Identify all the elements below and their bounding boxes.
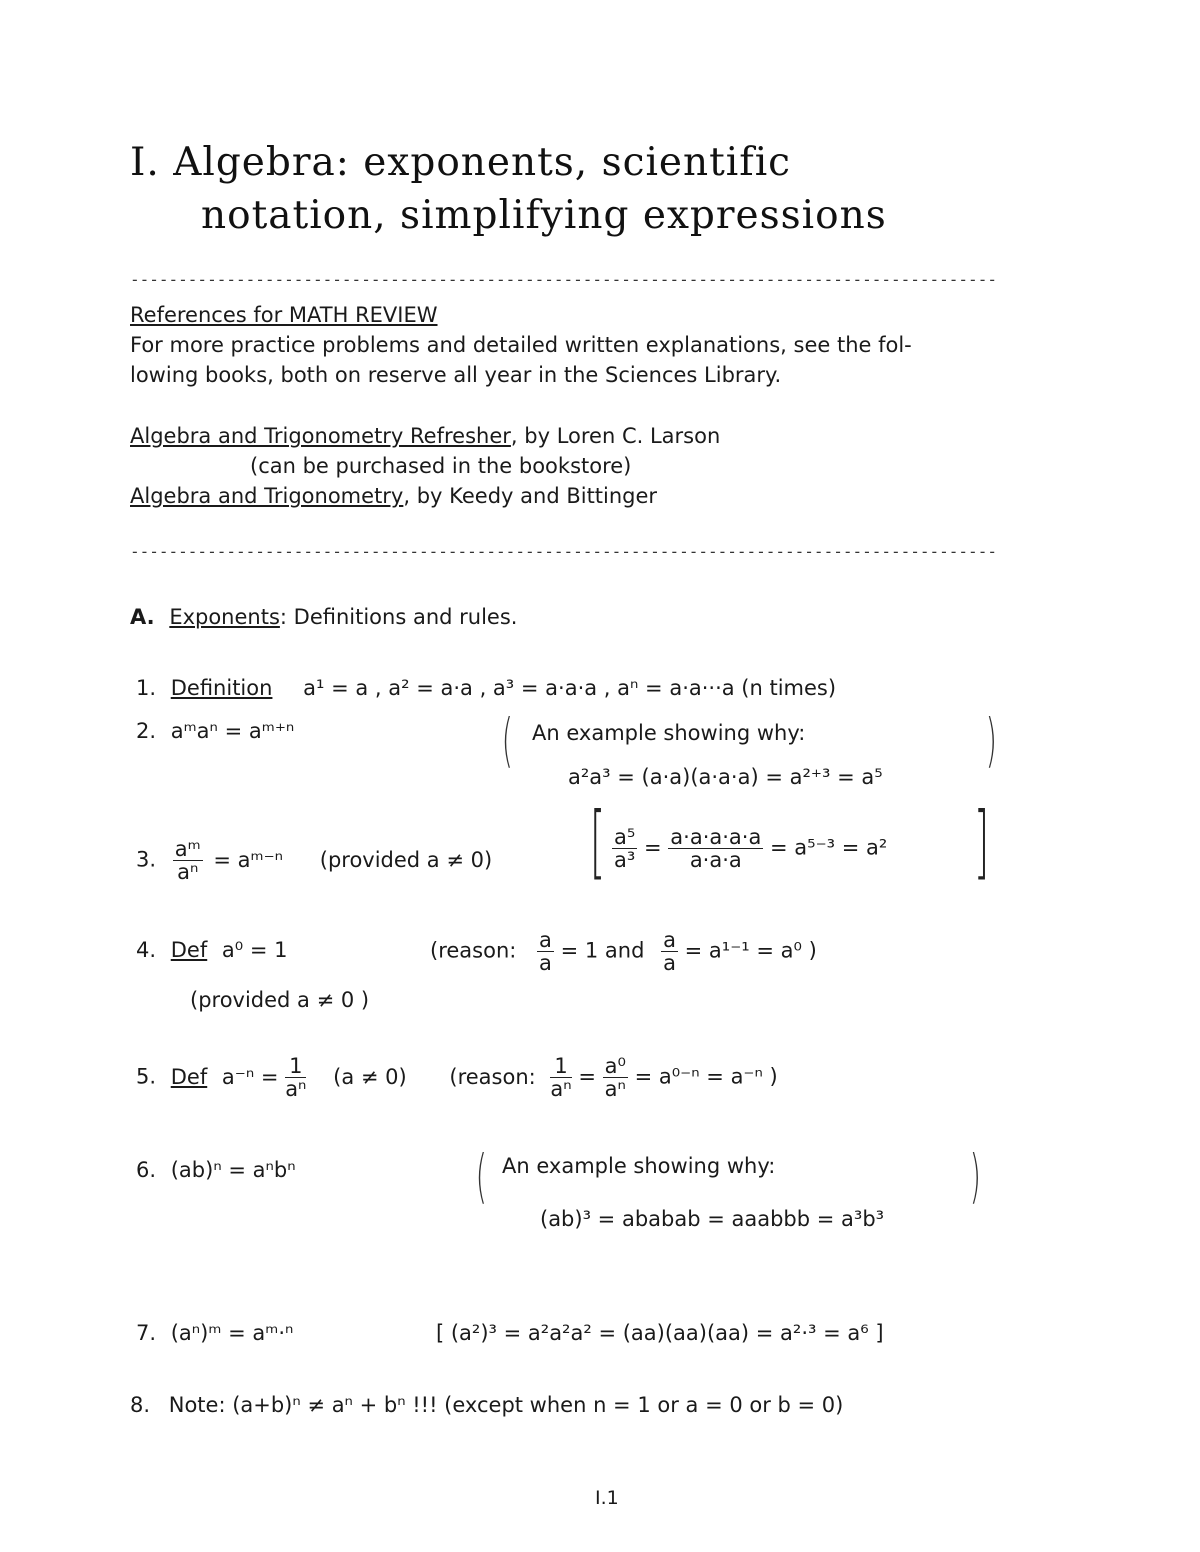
rule-3-right-bracket: ] [973,795,990,888]
rule-4-mid: = 1 and [560,938,645,963]
rule-4-f2-bottom: a [663,951,676,975]
rule-8-number: 8. [130,1393,151,1417]
chapter-title-line1: I. Algebra: exponents, scientific [130,140,792,185]
rule-3-example-fraction [612,826,637,871]
rule-5-fraction [285,1055,306,1100]
rule-3-expanded-numerator: a·a·a·a·a [670,825,762,849]
rule-3-numerator: aᵐ [174,837,201,861]
rule-3-example-numerator: a⁵ [614,825,636,849]
rule-5-reason-open: (reason: [449,1064,536,1089]
rule-2-example: a²a³ = (a·a)(a·a·a) = a²⁺³ = a⁵ [568,765,883,789]
rule-2-formula: aᵐaⁿ = aᵐ⁺ⁿ [170,719,295,743]
rule-3-example-denominator: a³ [614,848,636,872]
rule-5-h-top: a⁰ [604,1054,626,1078]
page-number: I.1 [595,1487,619,1509]
rule-3-rhs: = aᵐ⁻ⁿ [213,847,284,872]
rule-2-right-paren: ) [985,706,997,774]
references-intro-line2: lowing books, both on reserve all year in the Sciences Library. [130,363,782,387]
rule-3-expanded-denominator: a·a·a [689,848,742,872]
rule-2 [136,716,294,746]
rule-5-g-top: 1 [550,1055,571,1078]
rule-4-fraction-1 [537,929,554,974]
section-a-subtitle: : Definitions and rules. [279,605,518,629]
rule-4-reason-open: (reason: [430,938,517,963]
rule-4-condition: (provided a ≠ 0 ) [190,988,370,1012]
rule-4-f2-top: a [663,928,676,952]
rule-3 [136,838,492,883]
rule-3-fraction [173,838,203,883]
book-1-note: (can be purchased in the bookstore) [250,454,632,478]
book-1 [130,421,720,451]
book-1-author: , by Loren C. Larson [510,424,721,448]
divider-top: ------------------------------------------------------------------------------------------ [130,270,997,289]
rule-7-number: 7. [136,1321,157,1345]
rule-5-label: Def [170,1064,208,1089]
rule-3-example-expanded [668,826,763,871]
book-2 [130,481,657,511]
rule-6-example: (ab)³ = ababab = aaabbb = a³b³ [540,1207,885,1231]
rule-5-f-bottom: aⁿ [285,1077,307,1101]
rule-4-formula: a⁰ = 1 [221,938,288,962]
rule-7 [136,1318,293,1348]
rule-4-number: 4. [136,938,157,962]
rule-1 [136,673,836,703]
rule-2-example-label: An example showing why: [532,721,806,745]
rule-3-left-bracket: [ [589,795,606,888]
section-a-heading [130,602,517,632]
rule-5-g-bottom: aⁿ [550,1077,572,1101]
rule-4-rhs: = a¹⁻¹ = a⁰ ) [684,938,817,963]
rule-1-text: a¹ = a , a² = a·a , a³ = a·a·a , aⁿ = a·a···a (n times) [303,676,837,700]
rule-5-number: 5. [136,1064,157,1089]
book-1-title: Algebra and Trigonometry Refresher [130,424,511,448]
book-2-author: , by Keedy and Bittinger [403,484,658,508]
rule-2-number: 2. [136,719,157,743]
rule-3-number: 3. [136,847,157,872]
rule-3-denominator: aⁿ [177,860,199,884]
rule-5-condition: (a ≠ 0) [333,1064,407,1089]
rule-4 [136,935,288,965]
rule-7-formula: (aⁿ)ᵐ = aᵐ·ⁿ [170,1321,294,1345]
rule-6-right-paren: ) [969,1142,981,1210]
rule-5-h-bottom: aⁿ [604,1077,626,1101]
rule-8-text: Note: (a+b)ⁿ ≠ aⁿ + bⁿ !!! (except when n = 1 or a = 0 or b = 0) [168,1393,844,1417]
rule-5-lhs: a⁻ⁿ = [221,1064,279,1089]
rule-5-f-top: 1 [285,1055,306,1078]
rule-4-f1-bottom: a [539,951,552,975]
rule-8 [130,1390,843,1420]
rule-4-reason [430,929,817,974]
divider-bottom: ------------------------------------------------------------------------------------------ [130,542,997,561]
rule-3-example: $\frac{\text{a⁵}}{\text{a³}}$ = $\frac{a\cdot a\cdot a\cdot a\cdot a}{a\cdot a\cdot a}$ = a⁵⁻³ = a² [614,825,888,872]
rule-4-f1-top: a [539,928,552,952]
rule-3-example-rhs: = a⁵⁻³ = a² [770,835,888,860]
rule-7-example: [ (a²)³ = a²a²a² = (aa)(aa)(aa) = a²·³ = a⁶ ] [436,1321,884,1345]
rule-4-fraction-2 [661,929,678,974]
chapter-title-line2: notation, simplifying expressions [201,193,887,238]
rule-6-left-paren: ( [475,1142,487,1210]
book-2-title: Algebra and Trigonometry [130,484,404,508]
rule-2-left-paren: ( [501,706,513,774]
rule-5: 5. Def a⁻ⁿ = $\frac{1}{\text{aⁿ}}$ (a ≠ 0) (reason: $\frac{1}{\text{aⁿ}}$ = $\frac{\text{a⁰}}{\text{aⁿ}}$ = a⁰⁻ⁿ = a⁻ⁿ ) [136,1054,778,1101]
rule-3-condition: (provided a ≠ 0) [319,847,493,872]
rule-6-formula: (ab)ⁿ = aⁿbⁿ [170,1158,296,1182]
rule-5-reason-fraction-2 [603,1055,628,1100]
rule-6-example-label: An example showing why: [502,1154,776,1178]
references-heading: References for MATH REVIEW [130,303,438,327]
section-a-letter: A. [130,605,155,629]
rule-5-rhs: = a⁰⁻ⁿ = a⁻ⁿ ) [634,1064,778,1089]
section-a-title: Exponents [169,605,280,629]
rule-1-label: Definition [170,676,273,700]
references-intro-line1: For more practice problems and detailed written explanations, see the fol- [130,333,912,357]
rule-6-number: 6. [136,1158,157,1182]
rule-6 [136,1155,296,1185]
rule-4-label: Def [170,938,208,962]
rule-5-reason-fraction-1 [550,1055,571,1100]
rule-1-number: 1. [136,676,157,700]
